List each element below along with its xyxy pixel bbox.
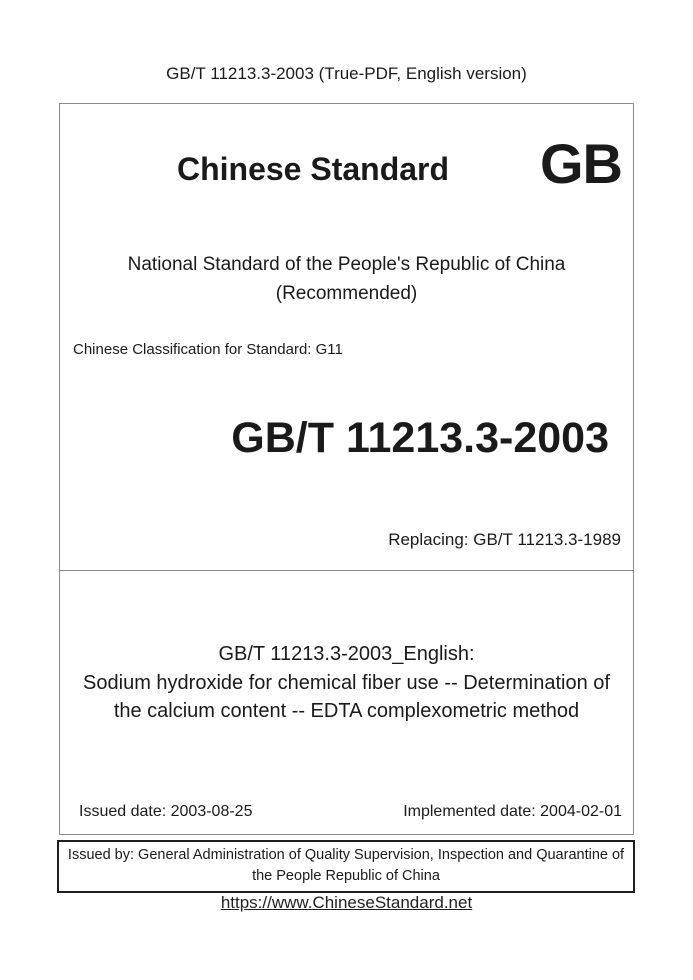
- issuer-line2: the People Republic of China: [252, 868, 440, 884]
- brand-title: Chinese Standard: [176, 151, 450, 187]
- dates-row: [60, 802, 633, 821]
- english-title-line3: the calcium content -- EDTA complexometric method: [113, 700, 580, 722]
- website-link[interactable]: https://www.ChineseStandard.net: [220, 893, 473, 912]
- issued-date: Issued date: 2003-08-25: [79, 803, 253, 820]
- english-title-line2: Sodium hydroxide for chemical fiber use -- Determination of: [83, 672, 610, 694]
- recommended-line: (Recommended): [275, 283, 418, 304]
- replacing-line: Replacing: GB/T 11213.3-1989: [388, 530, 621, 549]
- page-header-title: GB/T 11213.3-2003 (True-PDF, English version): [166, 64, 527, 83]
- national-standard-line: National Standard of the People's Republic of China: [127, 254, 566, 275]
- summary-box: [59, 570, 634, 835]
- footer: [0, 893, 693, 913]
- issuer-box: [57, 840, 635, 893]
- classification-line: Chinese Classification for Standard: G11: [73, 341, 343, 358]
- standard-number: GB/T 11213.3-2003: [231, 414, 609, 462]
- english-title-line1: GB/T 11213.3-2003_English:: [218, 643, 475, 665]
- issuer-text: [59, 842, 633, 891]
- cover-box: [59, 103, 634, 571]
- issuer-line1: Issued by: General Administration of Quality Supervision, Inspection and Quarantine of: [67, 847, 625, 863]
- implemented-date: Implemented date: 2004-02-01: [403, 803, 622, 820]
- gb-logo: GB: [540, 132, 622, 195]
